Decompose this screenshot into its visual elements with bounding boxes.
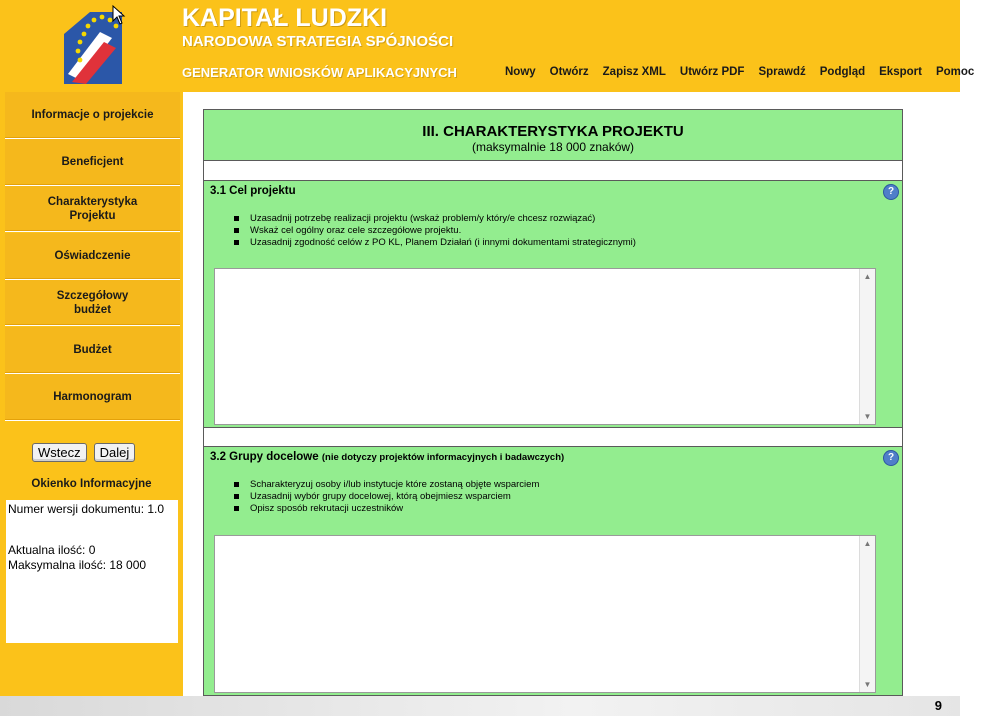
instruction-list [234, 213, 636, 249]
help-icon[interactable]: ? [883, 184, 899, 200]
scroll-down-icon[interactable]: ▼ [863, 412, 872, 421]
menu-eksport[interactable]: Eksport [879, 66, 922, 78]
instruction-list [234, 479, 539, 515]
app-name: GENERATOR WNIOSKÓW APLIKACYJNYCH [182, 65, 457, 80]
list-item: Wskaż cel ogólny oraz cele szczegółowe projektu. [234, 225, 636, 237]
info-current-count: Aktualna ilość: 0 [8, 543, 96, 557]
grupy-docelowe-textarea[interactable] [214, 535, 876, 693]
app-title: KAPITAŁ LUDZKI [182, 4, 388, 32]
menu-pomoc[interactable]: Pomoc [935, 66, 975, 78]
top-menu [505, 66, 988, 78]
scroll-up-icon[interactable]: ▲ [863, 539, 872, 548]
info-panel-title: Okienko Informacyjne [31, 478, 152, 490]
menu-sprawdz[interactable]: Sprawdź [758, 66, 806, 78]
nav-buttons [32, 443, 135, 462]
page-number: 9 [934, 698, 942, 713]
menu-nowy[interactable]: Nowy [505, 66, 536, 78]
section-subtitle: (maksymalnie 18 000 znaków) [471, 140, 635, 154]
menu-podglad[interactable]: Podgląd [819, 66, 866, 78]
sidebar-item-szczegolowy-budzet[interactable]: Szczegółowy budżet [5, 280, 180, 326]
list-item: Scharakteryzuj osoby i/lub instytucje które zostaną objęte wsparciem [234, 479, 539, 491]
sidebar-item-oswiadczenie[interactable]: Oświadczenie [5, 233, 180, 280]
panel-grupy-docelowe [204, 446, 902, 695]
sidebar-item-informacje[interactable]: Informacje o projekcie [5, 92, 180, 139]
sidebar-item-harmonogram[interactable]: Harmonogram [5, 374, 180, 421]
panel-cel-projektu [204, 180, 902, 428]
scroll-up-icon[interactable]: ▲ [863, 272, 872, 281]
info-panel [6, 500, 178, 643]
sidebar-item-charakterystyka[interactable]: Charakterystyka Projektu [5, 186, 180, 232]
mouse-cursor-icon [112, 5, 126, 25]
menu-zapisz-xml[interactable]: Zapisz XML [602, 66, 666, 78]
section-header [204, 110, 902, 161]
panel-title: 3.2 Grupy docelowe (nie dotyczy projektów informacyjnych i badawczych) [210, 451, 565, 463]
scroll-down-icon[interactable]: ▼ [863, 680, 872, 689]
panel-title: 3.1 Cel projektu [210, 185, 296, 197]
slide-footer [0, 696, 960, 716]
info-max-count: Maksymalna ilość: 18 000 [8, 558, 147, 572]
scrollbar[interactable] [859, 536, 875, 692]
main-content [203, 109, 903, 696]
sidebar-item-beneficjent[interactable]: Beneficjent [5, 139, 180, 186]
app-subtitle: NARODOWA STRATEGIA SPÓJNOŚCI [182, 33, 454, 50]
back-button[interactable]: Wstecz [32, 443, 87, 462]
next-button[interactable]: Dalej [94, 443, 136, 462]
list-item: Uzasadnij wybór grupy docelowej, którą obejmiesz wsparciem [234, 491, 539, 503]
cel-projektu-textarea[interactable] [214, 268, 876, 425]
menu-utworz-pdf[interactable]: Utwórz PDF [679, 66, 745, 78]
section-title: III. CHARAKTERYSTYKA PROJEKTU [422, 123, 684, 140]
list-item: Opisz sposób rekrutacji uczestników [234, 503, 539, 515]
menu-otworz[interactable]: Otwórz [549, 66, 589, 78]
help-icon[interactable]: ? [883, 450, 899, 466]
list-item: Uzasadnij potrzebę realizacji projektu (wskaż problem/y który/e chcesz rozwiązać) [234, 213, 636, 225]
sidebar-item-budzet[interactable]: Budżet [5, 327, 180, 374]
scrollbar[interactable] [859, 269, 875, 424]
app-header [0, 0, 975, 92]
list-item: Uzasadnij zgodność celów z PO KL, Planem Działań (i innymi dokumentami strategicznymi) [234, 237, 636, 249]
info-version: Numer wersji dokumentu: 1.0 [8, 502, 165, 516]
